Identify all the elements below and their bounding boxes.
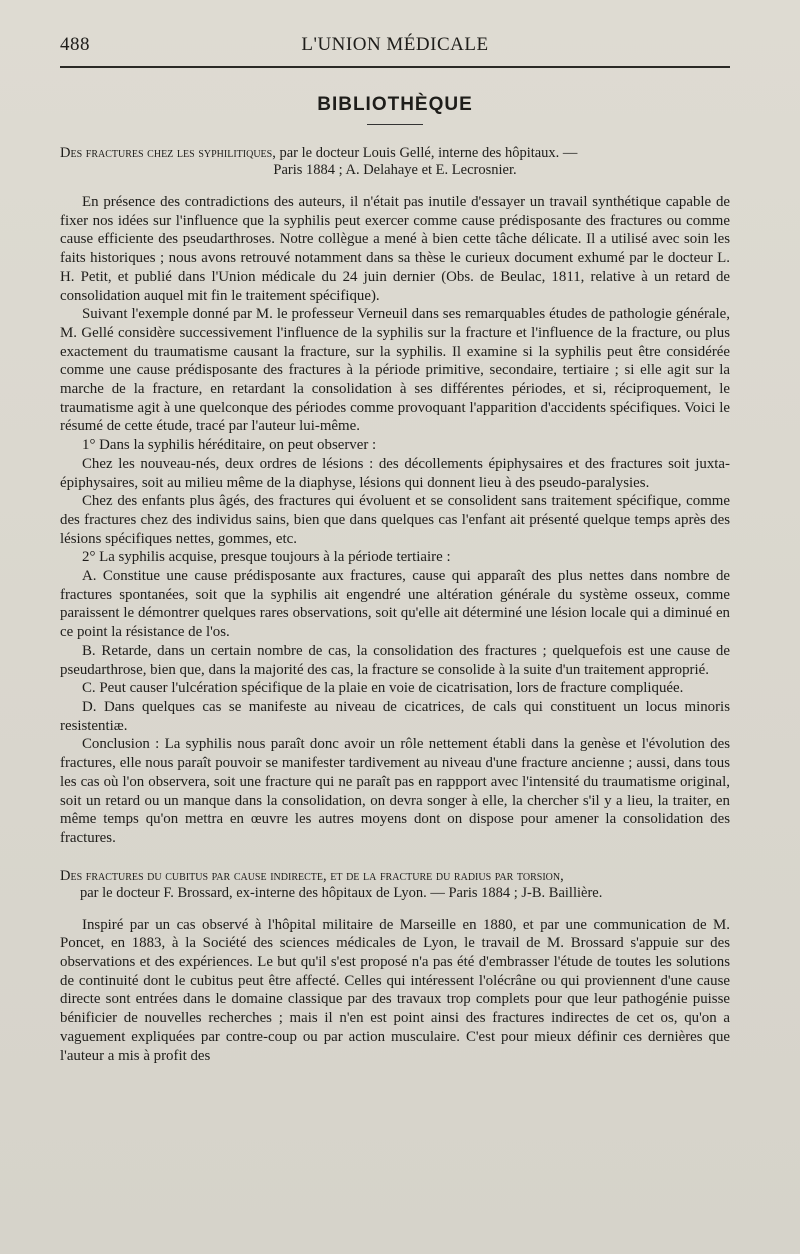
article-2-body — [60, 916, 730, 1066]
article-1-heading — [60, 145, 730, 179]
paragraph: Chez les nouveau-nés, deux ordres de lésions : des décollements épiphysaires et des fractures soit juxta-épiphysaires, soit au milieu même de la diaphyse, lésions qui donnent lieu à des pseudo-paralysies. — [60, 455, 730, 491]
paragraph: Conclusion : La syphilis nous paraît donc avoir un rôle nettement établi dans la genèse et l'évolution des fractures, elle nous paraît pouvoir se manifester tardivement au niveau d'une fracture ancienne ; aussi, dans tous les cas où l'on observera, soit une fracture qui ne paraît pas en rappport avec l'intensité du traumatisme original, soit un retard ou un manque dans la consolidation, on devra songer à elle, la chercher s'il y a lieu, la traiter, en même temps qu'on mettra en œuvre les autres moyens dont on dispose pour amener la consolidation des fractures. — [60, 736, 730, 846]
article-2-heading-author: par le docteur F. Brossard, ex-interne des hôpitaux de Lyon. — Paris 1884 ; J-B. Baillière. — [80, 884, 603, 901]
section-title: BIBLIOTHÈQUE — [317, 94, 473, 115]
running-head — [60, 34, 730, 62]
header-rule — [60, 66, 730, 68]
article-1-heading-author: par le docteur Louis Gellé, interne des hôpitaux. — — [279, 145, 578, 161]
article-2-heading — [60, 868, 730, 902]
title-rule — [367, 124, 423, 125]
paragraph: En présence des contradictions des auteurs, il n'était pas inutile d'essayer un travail synthétique capable de fixer nos idées sur l'influence que la syphilis peut exercer comme cause prédisposante des fractures ou comme cause efficiente des pseudarthroses. Notre collègue a mené à bien cette tâche délicate. Il a utilisé avec soin les faits historiques ; nous avons retrouvé notamment dans sa thèse le curieux document exhumé par le docteur L. H. Petit, et publié dans l'Union médicale du 24 juin dernier (Obs. de Beulac, 1811, relative à un retard de consolidation auquel mit fin le traitement spécifique). — [60, 194, 730, 304]
article-1-heading-publisher: Paris 1884 ; A. Delahaye et E. Lecrosnier. — [273, 162, 517, 178]
paragraph: Chez des enfants plus âgés, des fractures qui évoluent et se consolident sans traitement spécifique, comme des fractures chez des individus sains, bien que dans quelques cas l'enfant ait présenté quelque temps après des lésions spécifiques nettes, gommes, etc. — [60, 493, 730, 547]
paragraph: B. Retarde, dans un certain nombre de cas, la consolidation des fractures ; quelquefois est une cause de pseudarthrose, bien que, dans la majorité des cas, la fracture se consolide à la suite d'un traitement approprié. — [60, 642, 730, 678]
page-number: 488 — [60, 34, 90, 55]
journal-title: L'UNION MÉDICALE — [301, 34, 489, 55]
article-2-heading-title: Des fractures du cubitus par cause indirecte, et de la fracture du radius par torsion, — [60, 867, 564, 884]
paragraph: D. Dans quelques cas se manifeste au niveau de cicatrices, de cals qui constituent un locus minoris resistentiæ. — [60, 698, 730, 734]
paragraph: Suivant l'exemple donné par M. le professeur Verneuil dans ses remarquables études de pathologie générale, M. Gellé considère successivement l'influence de la syphilis sur la fracture et l'influence de la fracture, ou plus exactement du traumatisme causant la fracture, sur la syphilis. Il examine si la syphilis peut être considérée comme une cause prédisposante des fractures à la période primitive, secondaire, tertiaire ; si elle agit sur la marche de la fracture, en retardant la consolidation à ses différentes périodes, et si, réciproquement, le traumatisme agit à une quelconque des périodes comme provoquant l'apparition d'accidents spécifiques. Voici le résumé de cette étude, tracé par l'auteur lui-même. — [60, 306, 730, 435]
paragraph: 1° Dans la syphilis héréditaire, on peut observer : — [82, 437, 377, 454]
paragraph: A. Constitue une cause prédisposante aux fractures, cause qui apparaît des plus nettes dans nombre de fractures spontanées, soit que la syphilis ait engendré une altération générale du système osseux, comme paraissent le démontrer quelques rares observations, soit qu'elle ait déterminé une lésion locale qui a diminué en ce point la résistance de l'os. — [60, 568, 730, 641]
paragraph: Inspiré par un cas observé à l'hôpital militaire de Marseille en 1880, et par une communication de M. Poncet, en 1883, à la Société des sciences médicales de Lyon, le travail de M. Brossard s'appuie sur des observations et des expériences. Le but qu'il s'est proposé n'a pas été d'embrasser l'étude de toutes les solutions de continuité dont le cubitus peut être affecté. Celles qui intéressent l'olécrâne ou qui proviennent d'une cause directe sont entrées dans le domaine classique par des travaux trop complets pour que leur pathogénie puisse bénificier de nouvelles recherches ; mais il n'en est point ainsi des fractures indirectes de cet os, qu'on a vaguement expliquées par contre-coup ou par action musculaire. C'est pour mieux définir ces dernières que l'auteur a mis à profit des — [60, 916, 730, 1064]
paragraph: 2° La syphilis acquise, presque toujours à la période tertiaire : — [82, 549, 451, 566]
article-1-body — [60, 193, 730, 848]
article-1-heading-title: Des fractures chez les syphilitiques, — [60, 145, 276, 161]
paragraph: C. Peut causer l'ulcération spécifique de la plaie en voie de cicatrisation, lors de fracture compliquée. — [82, 680, 684, 697]
